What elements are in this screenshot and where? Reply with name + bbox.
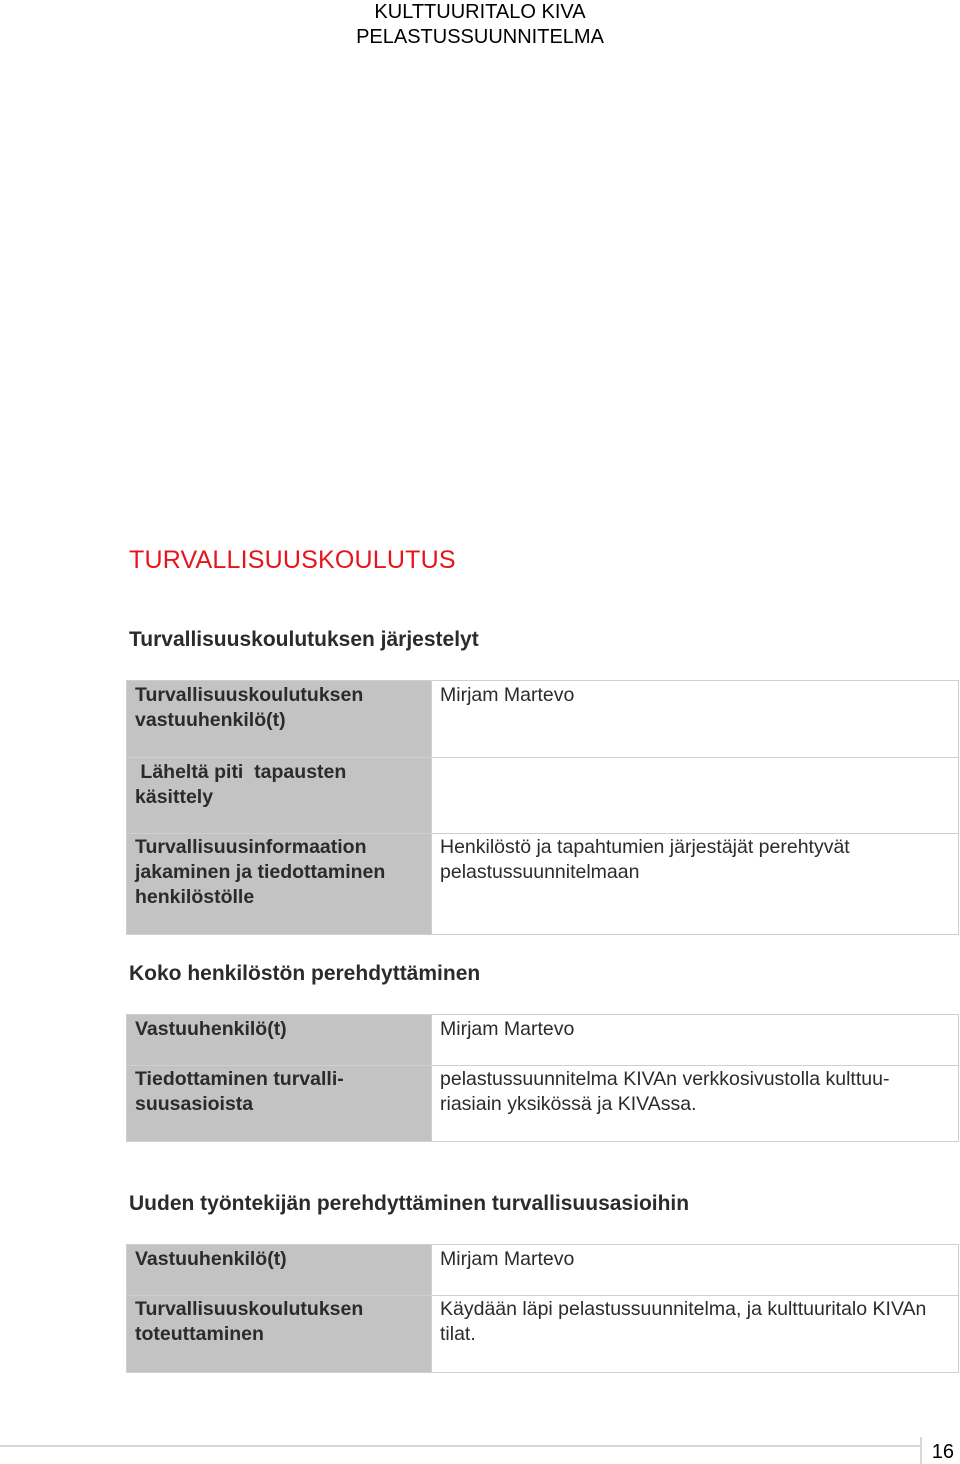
row-value [432,758,959,834]
header-line-2: PELASTUSSUUNNITELMA [356,26,604,48]
section-heading-uuden-tyontekijan-perehdyttaminen: Uuden työntekijän perehdyttäminen turvallisuusasioihin [129,1192,690,1215]
table-row [127,1015,959,1066]
page-number: 16 [920,1437,960,1464]
table-row [127,834,959,935]
row-label: Vastuuhenkilö(t) [127,1245,432,1296]
row-label: Tiedottaminen turvalli-suusasioista [127,1066,432,1142]
info-table-uuden-tyontekijan-perehdyttaminen [126,1244,959,1373]
row-label: Turvallisuusinformaation jakaminen ja tiedottaminen henkilöstölle [127,834,432,935]
table-row [127,758,959,834]
document-header [300,0,660,50]
info-table-henkiloston-perehdyttaminen [126,1014,959,1142]
table-row [127,681,959,758]
page-title: TURVALLISUUSKOULUTUS [129,546,456,574]
row-value: Mirjam Martevo [432,681,959,758]
row-value: Mirjam Martevo [432,1015,959,1066]
table-row [127,1296,959,1373]
section-heading-henkiloston-perehdyttaminen: Koko henkilöstön perehdyttäminen [129,962,481,985]
row-value: pelastussuunnitelma KIVAn verkkosivustolla kulttuu-riasiain yksikössä ja KIVAssa. [432,1066,959,1142]
section-heading-koulutuksen-jarjestelyt: Turvallisuuskoulutuksen järjestelyt [129,628,479,651]
row-label: Turvallisuuskoulutuksen vastuuhenkilö(t) [127,681,432,758]
footer-divider [0,1445,920,1447]
info-table-koulutuksen-jarjestelyt [126,680,959,935]
row-label: Turvallisuuskoulutuksen toteuttaminen [127,1296,432,1373]
table-row [127,1066,959,1142]
table-row [127,1245,959,1296]
row-value: Mirjam Martevo [432,1245,959,1296]
header-line-1: KULTTUURITALO KIVA [374,1,586,23]
row-value: Henkilöstö ja tapahtumien järjestäjät perehtyvät pelastussuunnitelmaan [432,834,959,935]
row-value: Käydään läpi pelastussuunnitelma, ja kulttuuritalo KIVAn tilat. [432,1296,959,1373]
row-label: Läheltä piti tapausten käsittely [127,758,432,834]
row-label: Vastuuhenkilö(t) [127,1015,432,1066]
